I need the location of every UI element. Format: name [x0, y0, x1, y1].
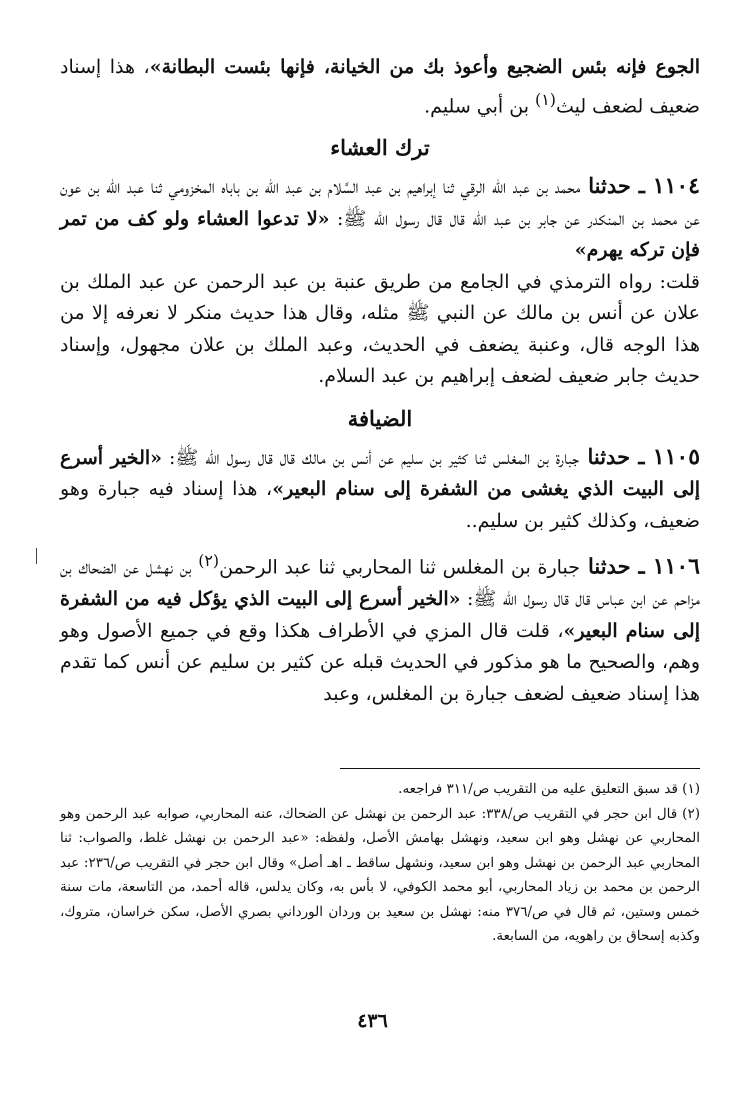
footnote-ref-1[interactable]: (١)	[535, 89, 556, 109]
footnote-2: (٢) قال ابن حجر في التقريب ص/٣٣٨: عبد الرحمن بن نهشل عن الضحاك، عنه المحاربي، صوابه عبد الرحمن وهو المحاربي عن نهشل وهو ابن سعيد، ونهشل بهامش الأصل، ولفظه: «عبد الرحمن بن نهشل غلط، والصواب: ثنا المحاربي عبد الرحمن بن نهشل وهو ابن سعيد، ونشهل ساقط ـ اهـ أصل» وقال ابن حجر في التقريب ص/٢٣٦: عبد الرحمن بن محمد بن زياد المحاربي، أبو محمد الكوفي، لا بأس به، وكان يدلس، قاله أحمد، من التاسعة، مات سنة خمس وستين، ثم قال في ص/٣٧٦ منه: نهشل بن سعيد بن وردان الورداني بصري الأصل، سكن خراسان، متروك، وكذبه إسحاق بن راهويه، من السابعة.	[60, 805, 701, 944]
hadith-comment: ، قلت قال المزي في الأطراف هكذا وقع في جميع الأصول وهو وهم، والصحيح ما هو مذكور في الحديث قبله عن كثير بن سليم عن أنس كما تقدم هذا إسناد ضعيف لضعف جبارة بن المغلس، وعبد	[60, 619, 700, 705]
margin-mark	[36, 548, 37, 564]
section-title-tark-al-isha: ترك العشاء	[330, 135, 430, 161]
section-title-diyafa: الضيافة	[347, 405, 413, 431]
intro-paragraph	[60, 52, 700, 122]
hadith-comment: ، هذا إسناد فيه جبارة وهو ضعيف، وكذلك كثير بن سليم..	[60, 478, 700, 532]
intro-tail: بن أبي سليم.	[424, 94, 536, 117]
hadith-number: ١١٠٦	[652, 553, 700, 580]
main-text	[60, 52, 700, 710]
page-number: ٤٣٦	[357, 1010, 388, 1032]
commentary-1104: قلت: رواه الترمذي في الجامع من طريق عنبة بن عبد الرحمن عن عبد الملك بن علان عن أنس بن مالك عن النبي ﷺ مثله، وقال هذا حديث منكر لا نعرفه إلا من هذا الوجه قال، وعنبة يضعف في الحديث، وعبد الملك بن علان مجهول، وإسناد حديث جابر ضعيف لضعف إبراهيم بن عبد السلام.	[60, 270, 700, 388]
hadith-matn: «لا تدعوا العشاء ولو كف من تمر فإن تركه يهرم»	[60, 207, 700, 262]
haddathana-keyword: ـ حدثنا	[580, 173, 653, 199]
footnote-1: (١) قد سبق التعليق عليه من التقريب ص/٣١١ فراجعه.	[398, 781, 700, 797]
footnote-divider	[340, 768, 700, 769]
hadith-number: ١١٠٤	[652, 173, 700, 200]
hadith-number: ١١٠٥	[652, 443, 701, 470]
footnote-ref-2[interactable]: (٢)	[198, 551, 220, 571]
hadith-matn: «الخير أسرع إلى البيت الذي يغشى من الشفرة إلى سنام البعير»	[60, 446, 701, 501]
hadith-isnad-cont: بن نهشل عن الضحاك بن مزاحم عن ابن عباس قال قال رسول الله ﷺ:	[60, 556, 700, 611]
hadith-isnad: جبارة بن المغلس ثنا المحاربي ثنا عبد الرحمن	[219, 556, 580, 579]
hadith-isnad: جبارة بن المغلس ثنا كثير بن سليم عن أنس بن مالك قال قال رسول الله ﷺ:	[162, 446, 580, 469]
hadith-matn: «الخير أسرع إلى البيت الذي يؤكل فيه من الشفرة إلى سنام البعير»	[60, 588, 700, 642]
intro-quote: الجوع فإنه بئس الضجيع وأعوذ بك من الخيانة، فإنها بئست البطانة»	[149, 56, 700, 78]
hadith-1105	[60, 441, 700, 538]
hadith-1104	[60, 170, 700, 267]
hadith-1106	[60, 545, 700, 710]
hadith-isnad: محمد بن عبد الله الرقي ثنا إبراهيم بن عبد السَّلام بن عبد الله بن باباه المخزومي ثنا عبد الله بن عون عن محمد بن المنكدر عن جابر بن عبد الله قال قال رسول الله ﷺ:	[60, 176, 700, 230]
intro-rest: ، هذا إسناد ضعيف لضعف ليث	[60, 56, 700, 117]
footnotes-section	[60, 768, 700, 949]
haddathana-keyword: ـ حدثنا	[579, 443, 653, 469]
haddathana-keyword: ـ حدثنا	[579, 553, 653, 579]
